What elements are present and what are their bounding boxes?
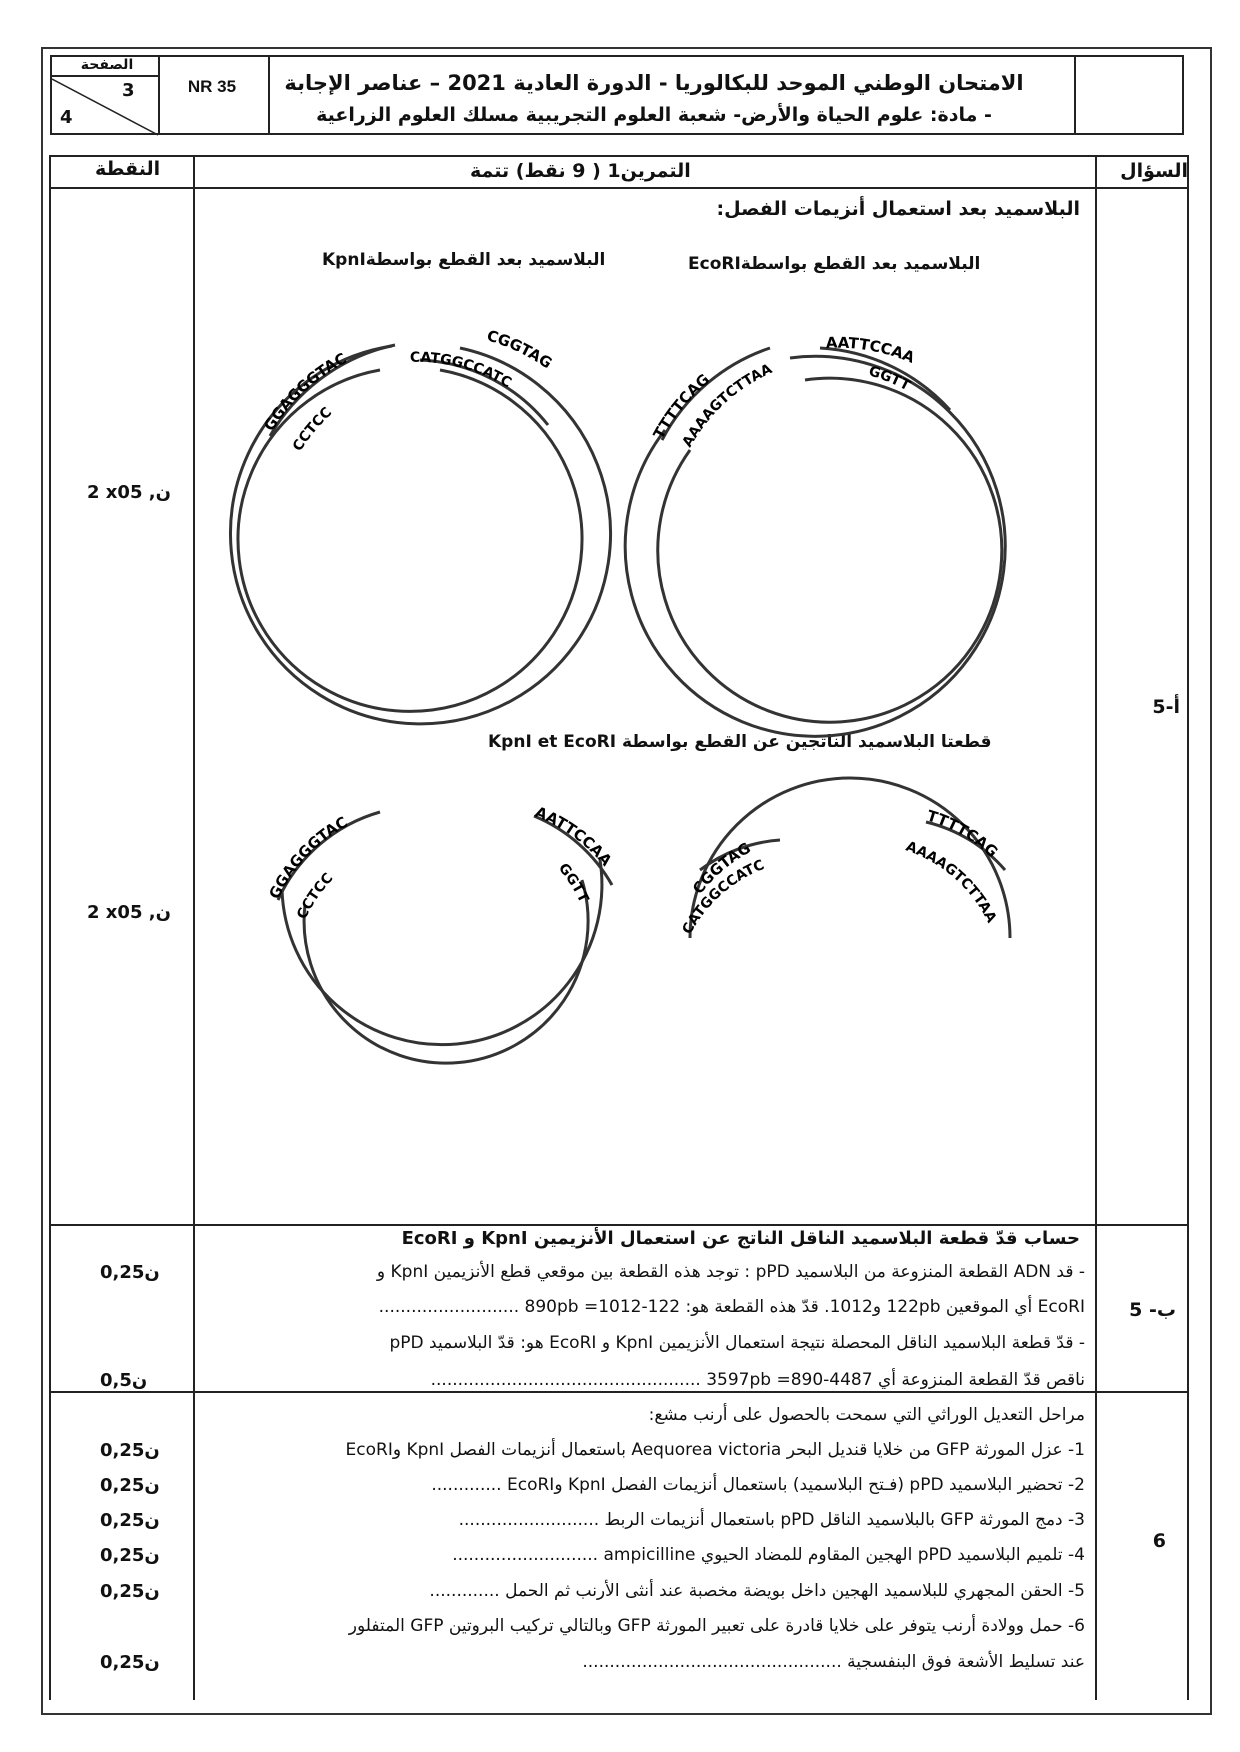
page-number-box — [50, 55, 160, 135]
seq-fragment-right-outer: AATTCCAA — [532, 802, 616, 870]
seq-ecori-left-outer: TTTTCAG — [649, 370, 714, 442]
exam-title: الامتحان الوطني الموحد للبكالوريا - الدورة العادية 2021 – عناصر الإجابة — [284, 71, 1024, 95]
page-current: 3 — [122, 80, 135, 101]
ecori-caption: البلاسميد بعد القطع بواسطةEcoRI — [688, 254, 981, 274]
answer-table — [49, 155, 1189, 1700]
exam-subject: - مادة: علوم الحياة والأرض- شعبة العلوم التجريبية مسلك العلوم الزراعية — [316, 104, 992, 126]
q6-step-6: 6- حمل وولادة أرنب يتوفر على خلايا قادرة على تعبير المورثة GFP وبالتالي تركيب البروتين GFP المتفلور — [348, 1616, 1085, 1636]
seq-ecori-right-outer: AATTCCAA — [825, 333, 918, 367]
q5a-label: 5-أ — [1152, 696, 1180, 718]
q6-score-3: 0,25ن — [100, 1510, 160, 1531]
q5b-title: حساب قدّ قطعة البلاسميد الناقل الناتج عن استعمال الأنزيمين KpnI و EcoRI — [401, 1228, 1080, 1249]
q5b-line-3: - قدّ قطعة البلاسميد الناقل المحصلة نتيجة استعمال الأنزيمين KpnI و EcoRI هو: قدّ البلاسميد pPD — [389, 1333, 1085, 1353]
seq-excised-right-inner: AAAAGTCTTAA — [903, 838, 1000, 926]
seq-kpni-left-inner: CCTCC — [289, 404, 336, 455]
q6-score-6: 0,25ن — [100, 1652, 160, 1673]
kpni-caption: البلاسميد بعد القطع بواسطةKpnI — [322, 250, 606, 270]
page-label: الصفحة — [80, 57, 134, 73]
q6-step-4: 4- تلميم البلاسميد pPD الهجين المقاوم للمضاد الحيوي ampicilline ........................... — [452, 1545, 1085, 1565]
col-points-header: النقطة — [95, 158, 161, 180]
q5a-score-1: 2 x0ن, 5 — [87, 482, 171, 503]
header-right-box — [1074, 55, 1184, 135]
q6-step-3: 3- دمج المورثة GFP بالبلاسميد الناقل pPD باستعمال أنزيمات الربط .......................... — [458, 1510, 1085, 1530]
q6-score-1: 0,25ن — [100, 1440, 160, 1461]
q6-score-2: 0,25ن — [100, 1475, 160, 1496]
q6-step-5: 5- الحقن المجهري للبلاسميد الهجين داخل بويضة مخصبة عند أنثى الأرنب ثم الحمل ............. — [429, 1581, 1085, 1601]
both-enzymes-caption: قطعتا البلاسميد الناتجين عن القطع بواسطة KpnI et EcoRI — [488, 732, 992, 752]
seq-ecori-left-inner: AAAAGTCTTAA — [679, 361, 775, 451]
q5b-score-2: 0,5ن — [100, 1370, 148, 1391]
q5b-label: 5 -ب — [1129, 1299, 1176, 1321]
q6-score-4: 0,25ن — [100, 1545, 160, 1566]
seq-fragment-right-inner: GGTT — [554, 860, 592, 906]
q6-label: 6 — [1152, 1530, 1166, 1552]
page-total: 4 — [60, 107, 73, 128]
q5b-score-1: 0,25ن — [100, 1262, 160, 1283]
seq-excised-left-inner: CATGGCCATC — [679, 857, 767, 937]
q6-step-2: 2- تحضير البلاسميد pPD (فـتح البلاسميد) باستعمال أنزيمات الفصل KpnI وEcoRI ............. — [431, 1475, 1085, 1495]
seq-kpni-right-inner: CATGGCCATC — [409, 349, 515, 392]
q5b-line-2: EcoRI أي الموقعين 122pb و1012. قدّ هذه القطعة هو: 890pb =1012-122 .......................... — [378, 1297, 1085, 1317]
q6-score-5: 0,25ن — [100, 1581, 160, 1602]
q5b-line-4: ناقص قدّ القطعة المنزوعة أي 3597pb =890-4487 .................................................. — [430, 1370, 1085, 1390]
seq-fragment-left-inner: CCTCC — [294, 870, 337, 922]
seq-ecori-right-inner: GGTT — [866, 363, 913, 395]
seq-excised-left-outer: CGGTAG — [688, 838, 754, 898]
q6-step-6-cont: عند تسليط الأشعة فوق البنفسجية ................................................ — [582, 1652, 1085, 1672]
seq-excised-right-outer: TTTTCAG — [924, 806, 1002, 862]
exam-header — [50, 55, 1184, 147]
seq-fragment-left-outer: GGAGGGTAC — [265, 812, 351, 902]
q5b-line-1: - قد ADN القطعة المنزوعة من البلاسميد pPD : توجد هذه القطعة بين موقعي قطع الأنزيمين KpnI و — [376, 1262, 1085, 1282]
q5a-intro: البلاسميد بعد استعمال أنزيمات الفصل: — [716, 198, 1080, 220]
col-exercise-header: التمرين1 ( 9 نقط) تتمة — [470, 160, 691, 182]
exam-code: NR 35 — [187, 77, 237, 96]
q6-intro: مراحل التعديل الوراثي التي سمحت بالحصول على أرنب مشع: — [648, 1405, 1085, 1425]
seq-kpni-right-outer: CGGTAG — [484, 326, 556, 373]
q5a-score-2: 2 x0ن, 5 — [87, 902, 171, 923]
seq-kpni-left-outer: GGAGGGTAC — [260, 349, 350, 435]
q6-step-1: 1- عزل المورثة GFP من خلايا قنديل البحر Aequorea victoria باستعمال أنزيمات الفصل KpnI وEcoRI — [345, 1440, 1085, 1460]
col-question-header: السؤال — [1120, 160, 1188, 182]
